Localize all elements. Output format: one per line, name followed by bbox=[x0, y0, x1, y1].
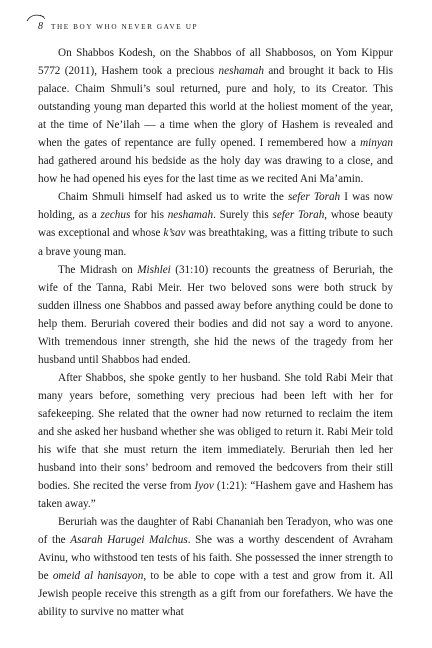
text-run: was breathtaking, was a fitting tribute to such a brave young man. bbox=[38, 227, 394, 258]
italic-term: minyan bbox=[360, 137, 393, 150]
text-run: . Surely this bbox=[213, 209, 273, 222]
italic-term: neshamah bbox=[218, 65, 264, 78]
page-number: 8 bbox=[38, 21, 43, 32]
paragraph bbox=[38, 44, 393, 188]
text-run: After Shabbos, she spoke gently to her husband. She told Rabi Meir that many years before, something very precious had been left with her for safekeeping. She related that the owner had now returned to reclaim the item and she asked her husband whether she was obliged to return it. Rabi Meir told his wife that she must return the item immediately. Beruriah then led her husband into their sons’ bedroom and removed the bedcovers from their still bodies. She recited the verse from bbox=[38, 371, 393, 493]
text-run: , whose beauty was exceptional and whose bbox=[38, 209, 393, 240]
swash-ornament-icon bbox=[26, 13, 46, 23]
text-run: , to be able to cope with a test and grow from it. All Jewish people receive this strength as a gift from our forefathers. We have the ability to survive no matter what bbox=[38, 570, 393, 619]
italic-term: Mishlei bbox=[137, 263, 171, 276]
italic-term: sefer Torah bbox=[272, 209, 325, 222]
italic-term: neshamah bbox=[167, 209, 214, 222]
text-run: (1:21): “Hashem gave and Hashem has taken away.” bbox=[38, 480, 393, 511]
text-run: and brought it back to His palace. Chaim Shmuli’s soul returned, pure and holy, to its Creator. This outstanding young man departed this world at the holiest moment of the year, at the time of Ne’ilah — a time when the glory of Hashem is revealed and when the gates of repentance are fully opened. I remembered how a bbox=[38, 65, 393, 150]
running-head: THE BOY WHO NEVER GAVE UP bbox=[51, 23, 199, 31]
paragraph bbox=[38, 188, 393, 260]
text-run: . She was a worthy descendent of Avraham Avinu, who withstood ten tests of his faith. She possessed the inner strength to be bbox=[38, 534, 393, 583]
italic-term: Iyov bbox=[194, 480, 214, 493]
text-run: Chaim Shmuli himself had asked us to write the bbox=[58, 191, 288, 204]
paragraph bbox=[38, 369, 393, 513]
text-run: I was now holding, as a bbox=[38, 191, 393, 222]
italic-term: k’sav bbox=[163, 227, 186, 240]
text-run: for his bbox=[130, 209, 168, 222]
text-run: On Shabbos Kodesh, on the Shabbos of all Shabbosos, on Yom Kippur 5772 (2011), Hashem took a precious bbox=[38, 47, 393, 78]
italic-term: omeid al hanisayon bbox=[52, 570, 144, 583]
italic-term: Asarah Harugei Malchus bbox=[70, 534, 188, 547]
page-header bbox=[38, 21, 394, 35]
paragraph bbox=[38, 261, 393, 369]
italic-term: zechus bbox=[100, 209, 131, 222]
text-run: Beruriah was the daughter of Rabi Chananiah ben Teradyon, who was one of the bbox=[38, 516, 393, 547]
text-run: The Midrash on bbox=[58, 263, 138, 276]
paragraph bbox=[38, 513, 393, 621]
italic-term: sefer Torah bbox=[287, 191, 341, 204]
body-text bbox=[38, 44, 393, 622]
text-run: (31:10) recounts the greatness of Beruriah, the wife of the Tanna, Rabi Meir. Her two beloved sons were both struck by sudden illness one Shabbos and passed away before anything could be done to help them. Beruriah covered their bodies and did not say a word to anyone. With tremendous inner strength, she hid the news of the tragedy from her husband until Shabbos had ended. bbox=[38, 263, 393, 366]
text-run: had gathered around his bedside as the holy day was drawing to a close, and how he had opened his eyes for the last time as we recited Ani Ma’amin. bbox=[38, 155, 393, 186]
